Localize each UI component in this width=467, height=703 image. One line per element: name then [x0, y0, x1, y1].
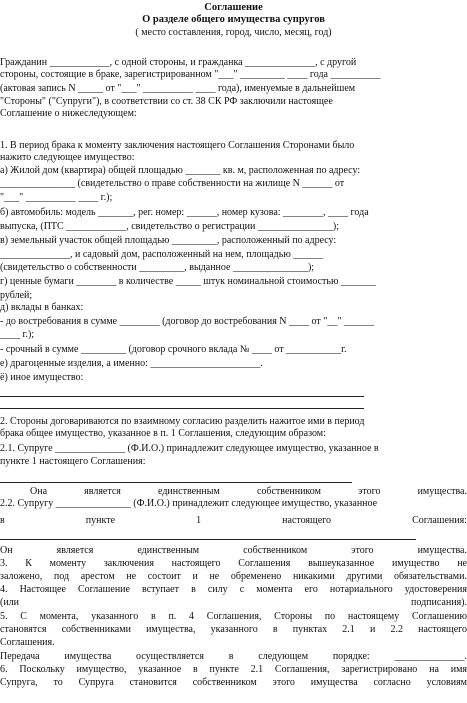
text-line: 2.1. Супруге ______________ (Ф.И.О.) принадлежит следующее имущество, указанное в: [0, 443, 379, 454]
text-line: брака общее имущество, указанное в п. 1 Соглашения, следующим образом:: [0, 428, 326, 439]
clause-2-2-line-2: в пункте 1 настоящего Соглашения:: [0, 515, 467, 526]
text-line: 1. В период брака к моменту заключения настоящего Соглашения Сторонами было: [0, 140, 355, 151]
text-line: заложено, под арестом не состоит и не обременено никакими другими обязательствами.: [0, 571, 467, 582]
text-line: (или подписания).: [0, 597, 467, 608]
text-line: 2. Стороны договариваются по взаимному согласию разделить нажитое ими в период: [0, 416, 365, 427]
text-line: нажито следующее имущество:: [0, 152, 135, 163]
text-line: б) автомобиль: модель _______, рег. номер: ______, номер кузова: ________, ____ года: [0, 207, 369, 218]
text-line: "___" __________ ____ г.);: [0, 192, 113, 203]
text-line: Соглашения.: [0, 637, 55, 648]
text-line: (актовая запись N _____ от "___" __________ ____ года), именуемые в дальнейшем: [0, 83, 356, 94]
text-line: г) ценные бумаги ________ в количестве _____ штук номинальной стоимостью _______: [0, 276, 376, 287]
text-line: выпуска, (ПТС ____________, свидетельство о регистрации _______________);: [0, 221, 339, 232]
text-line: ё) иное имущество:: [0, 372, 84, 383]
blank-line: [0, 539, 416, 540]
text-line: "Стороны" ("Супруги"), в соответствии со ст. 38 СК РФ заключили настоящее: [0, 96, 333, 107]
place-date-note: ( место составления, город, число, месяц, год): [135, 27, 332, 38]
text-line: пункте 1 настоящего Соглашения:: [0, 456, 146, 467]
blank-line: [0, 408, 364, 409]
text-line: 3. К моменту заключения настоящего Соглашения вышеуказанное имущество не: [0, 558, 467, 569]
clause-2-2-sole-owner: Он является единственным собственником этого имущества.: [0, 545, 467, 556]
text-line: - до востребования в сумме ________ (договор до востребования N ____ от "__" ______: [0, 316, 374, 327]
text-line: Соглашение о нижеследующем:: [0, 108, 137, 119]
text-line: д) вклады в банках:: [0, 302, 84, 313]
text-line: Гражданин ____________, с одной стороны, и гражданка ______________, с другой: [0, 57, 357, 68]
text-line: становятся собственниками имущества, указанного в пунктах 2.1 и 2.2 настоящего: [0, 624, 467, 635]
text-line: а) Жилой дом (квартира) общей площадью _______ кв. м, расположенная по адресу:: [0, 165, 361, 176]
document-title: Соглашение: [204, 2, 263, 13]
text-line: - срочный в сумме _________ (договор срочного вклада № ____ от ___________г.: [0, 344, 347, 355]
blank-line: [0, 482, 352, 483]
text-line: (свидетельство о собственности _________, выданное _______________);: [0, 262, 315, 273]
text-line: 5. С момента, указанного в п. 4 Соглашения, Стороны по настоящему Соглашению: [0, 611, 467, 622]
text-line: в) земельный участок общей площадью _________, расположенный по адресу:: [0, 235, 337, 246]
document-subtitle: О разделе общего имущества супругов: [142, 14, 325, 25]
clause-2-1-sole-owner: Она является единственным собственником этого имущества.: [30, 486, 467, 497]
text-line: _______________ (свидетельство о праве собственности на жилище N ______ от: [0, 178, 345, 189]
text-line: Передача имущества осуществляется в следующем порядке: ______________.: [0, 651, 467, 662]
text-line: е) драгоценные изделия, а именно: ______________________.: [0, 358, 263, 369]
clause-2-2-line-1: 2.2. Супругу _______________ (Ф.И.О.) принадлежит следующее имущество, указанное: [0, 498, 378, 509]
text-line: 4. Настоящее Соглашение вступает в силу с момента его нотариального удостоверения: [0, 584, 467, 595]
text-line: стороны, состоящие в браке, зарегистрированном "___" _________ ____ года __________: [0, 69, 381, 80]
text-line: рублей;: [0, 290, 33, 301]
text-line: ______________, и садовый дом, расположенный на нем, площадью ______: [0, 249, 324, 260]
blank-line: [0, 396, 364, 397]
text-line: Супруга, то Супруга становится собственником этого имущества согласно условиям: [0, 677, 467, 688]
text-line: 6. Поскольку имущество, указанное в пункте 2.1 Соглашения, зарегистрировано на имя: [0, 664, 467, 675]
text-line: ____ г.);: [0, 329, 35, 340]
